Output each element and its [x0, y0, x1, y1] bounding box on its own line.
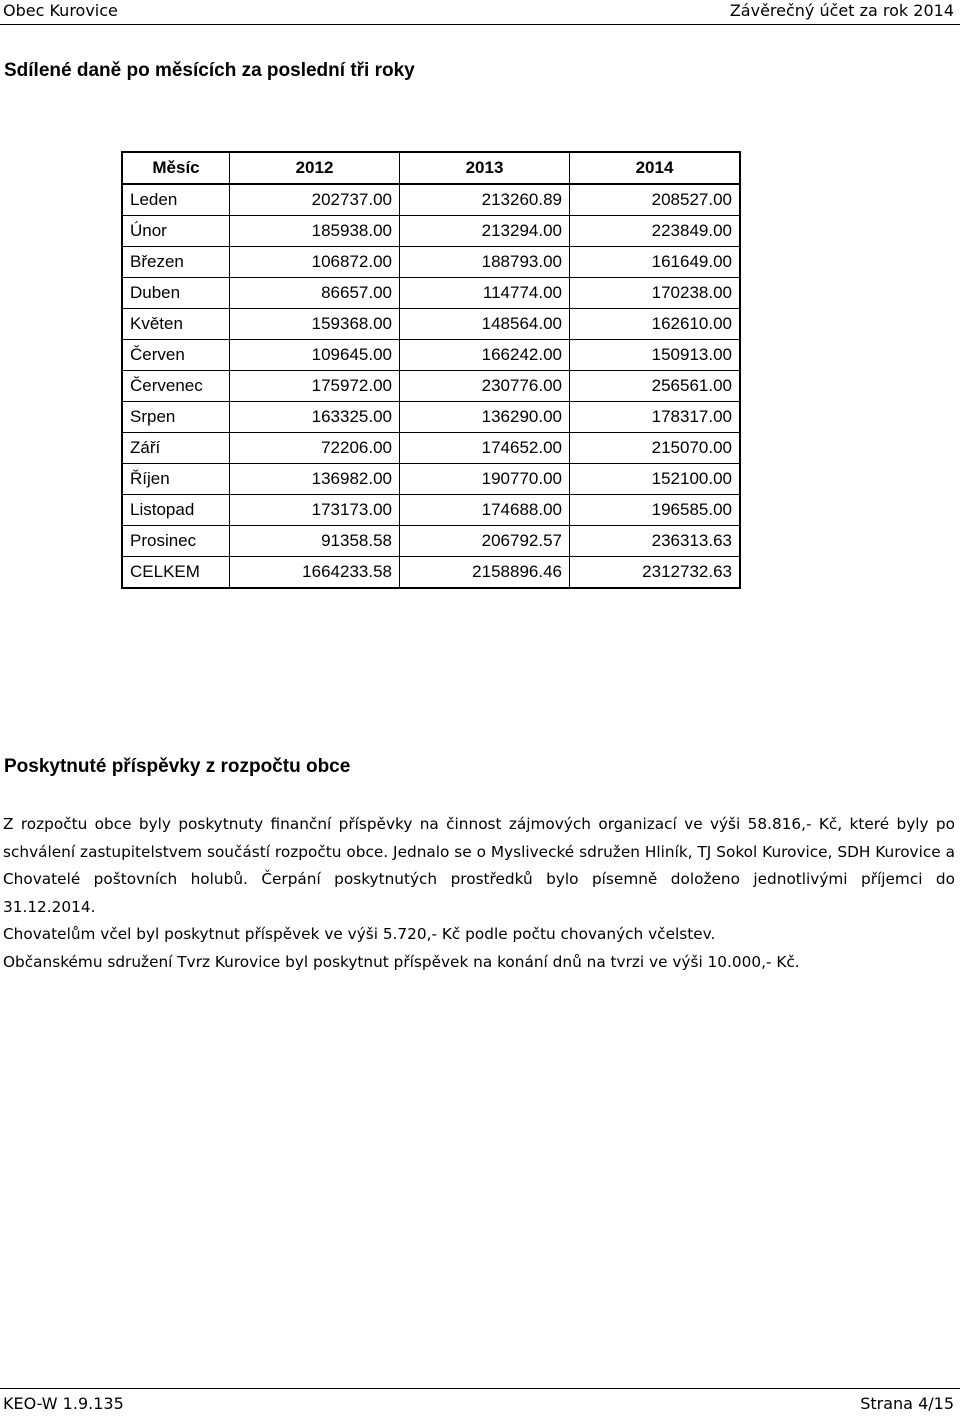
cell-month: Květen	[122, 309, 230, 340]
table-row	[122, 433, 740, 464]
cell-month: CELKEM	[122, 557, 230, 589]
contributions-text	[3, 811, 955, 976]
table-row	[122, 278, 740, 309]
page-header	[0, 0, 960, 25]
paragraph: Občanskému sdružení Tvrz Kurovice byl poskytnut příspěvek na konání dnů na tvrzi ve výši 10.000,- Kč.	[3, 952, 800, 971]
table-row	[122, 371, 740, 402]
cell-value-2012: 1664233.58	[230, 557, 400, 589]
column-header-2014: 2014	[570, 152, 741, 184]
table-row	[122, 216, 740, 247]
cell-value-2012: 72206.00	[230, 433, 400, 464]
cell-value-2014: 256561.00	[570, 371, 741, 402]
cell-value-2012: 163325.00	[230, 402, 400, 433]
table-row	[122, 464, 740, 495]
cell-value-2013: 148564.00	[400, 309, 570, 340]
cell-value-2014: 2312732.63	[570, 557, 741, 589]
cell-month: Říjen	[122, 464, 230, 495]
cell-month: Březen	[122, 247, 230, 278]
cell-value-2013: 190770.00	[400, 464, 570, 495]
column-header-2013: 2013	[400, 152, 570, 184]
table-total-row	[122, 557, 740, 589]
cell-value-2014: 236313.63	[570, 526, 741, 557]
cell-value-2012: 91358.58	[230, 526, 400, 557]
cell-value-2012: 185938.00	[230, 216, 400, 247]
cell-value-2012: 86657.00	[230, 278, 400, 309]
cell-value-2014: 150913.00	[570, 340, 741, 371]
section-title-contributions: Poskytnuté příspěvky z rozpočtu obce	[4, 756, 351, 777]
cell-value-2012: 202737.00	[230, 184, 400, 216]
cell-value-2013: 188793.00	[400, 247, 570, 278]
cell-value-2012: 159368.00	[230, 309, 400, 340]
table-row	[122, 526, 740, 557]
cell-value-2014: 208527.00	[570, 184, 741, 216]
cell-value-2014: 178317.00	[570, 402, 741, 433]
page-footer	[0, 1388, 960, 1416]
cell-value-2013: 114774.00	[400, 278, 570, 309]
table-header-row	[122, 152, 740, 184]
cell-month: Leden	[122, 184, 230, 216]
cell-value-2013: 166242.00	[400, 340, 570, 371]
cell-value-2014: 152100.00	[570, 464, 741, 495]
cell-month: Duben	[122, 278, 230, 309]
table-row	[122, 184, 740, 216]
cell-month: Červen	[122, 340, 230, 371]
table-row	[122, 402, 740, 433]
cell-month: Prosinec	[122, 526, 230, 557]
header-document-title: Závěrečný účet za rok 2014	[729, 1, 954, 20]
cell-month: Červenec	[122, 371, 230, 402]
cell-month: Září	[122, 433, 230, 464]
paragraph: Z rozpočtu obce byly poskytnuty finanční příspěvky na činnost zájmových organizací ve výši 58.816,- Kč, které byly po schválení zastupitelstvem součástí rozpočtu obce. Jednalo se o Myslivecké sdružen Hliník, TJ Sokol Kurovice, SDH Kurovice a Chovatelé poštovních holubů. Čerpání poskytnutých prostředků bylo písemně doloženo jednotlivými příjemci do 31.12.2014.	[3, 815, 955, 916]
cell-value-2012: 173173.00	[230, 495, 400, 526]
table-row	[122, 247, 740, 278]
section-title-shared-taxes: Sdílené daně po měsících za poslední tři roky	[4, 60, 415, 81]
footer-software-version: KEO-W 1.9.135	[3, 1394, 124, 1413]
cell-value-2014: 215070.00	[570, 433, 741, 464]
table-row	[122, 309, 740, 340]
cell-value-2014: 170238.00	[570, 278, 741, 309]
table-row	[122, 340, 740, 371]
cell-month: Únor	[122, 216, 230, 247]
cell-value-2014: 223849.00	[570, 216, 741, 247]
table-body	[122, 184, 740, 588]
table-row	[122, 495, 740, 526]
cell-value-2012: 109645.00	[230, 340, 400, 371]
cell-value-2012: 106872.00	[230, 247, 400, 278]
cell-value-2013: 136290.00	[400, 402, 570, 433]
cell-value-2013: 230776.00	[400, 371, 570, 402]
footer-page-number: Strana 4/15	[860, 1394, 954, 1413]
cell-value-2014: 162610.00	[570, 309, 741, 340]
shared-taxes-table	[121, 151, 741, 589]
cell-value-2013: 213260.89	[400, 184, 570, 216]
cell-value-2012: 136982.00	[230, 464, 400, 495]
cell-value-2013: 174652.00	[400, 433, 570, 464]
column-header-month: Měsíc	[122, 152, 230, 184]
cell-month: Srpen	[122, 402, 230, 433]
cell-value-2013: 2158896.46	[400, 557, 570, 589]
cell-value-2013: 174688.00	[400, 495, 570, 526]
cell-value-2012: 175972.00	[230, 371, 400, 402]
paragraph: Chovatelům včel byl poskytnut příspěvek ve výši 5.720,- Kč podle počtu chovaných včelstev.	[3, 925, 716, 943]
cell-value-2013: 213294.00	[400, 216, 570, 247]
cell-value-2014: 161649.00	[570, 247, 741, 278]
cell-value-2014: 196585.00	[570, 495, 741, 526]
cell-value-2013: 206792.57	[400, 526, 570, 557]
column-header-2012: 2012	[230, 152, 400, 184]
header-municipality: Obec Kurovice	[3, 1, 118, 20]
cell-month: Listopad	[122, 495, 230, 526]
